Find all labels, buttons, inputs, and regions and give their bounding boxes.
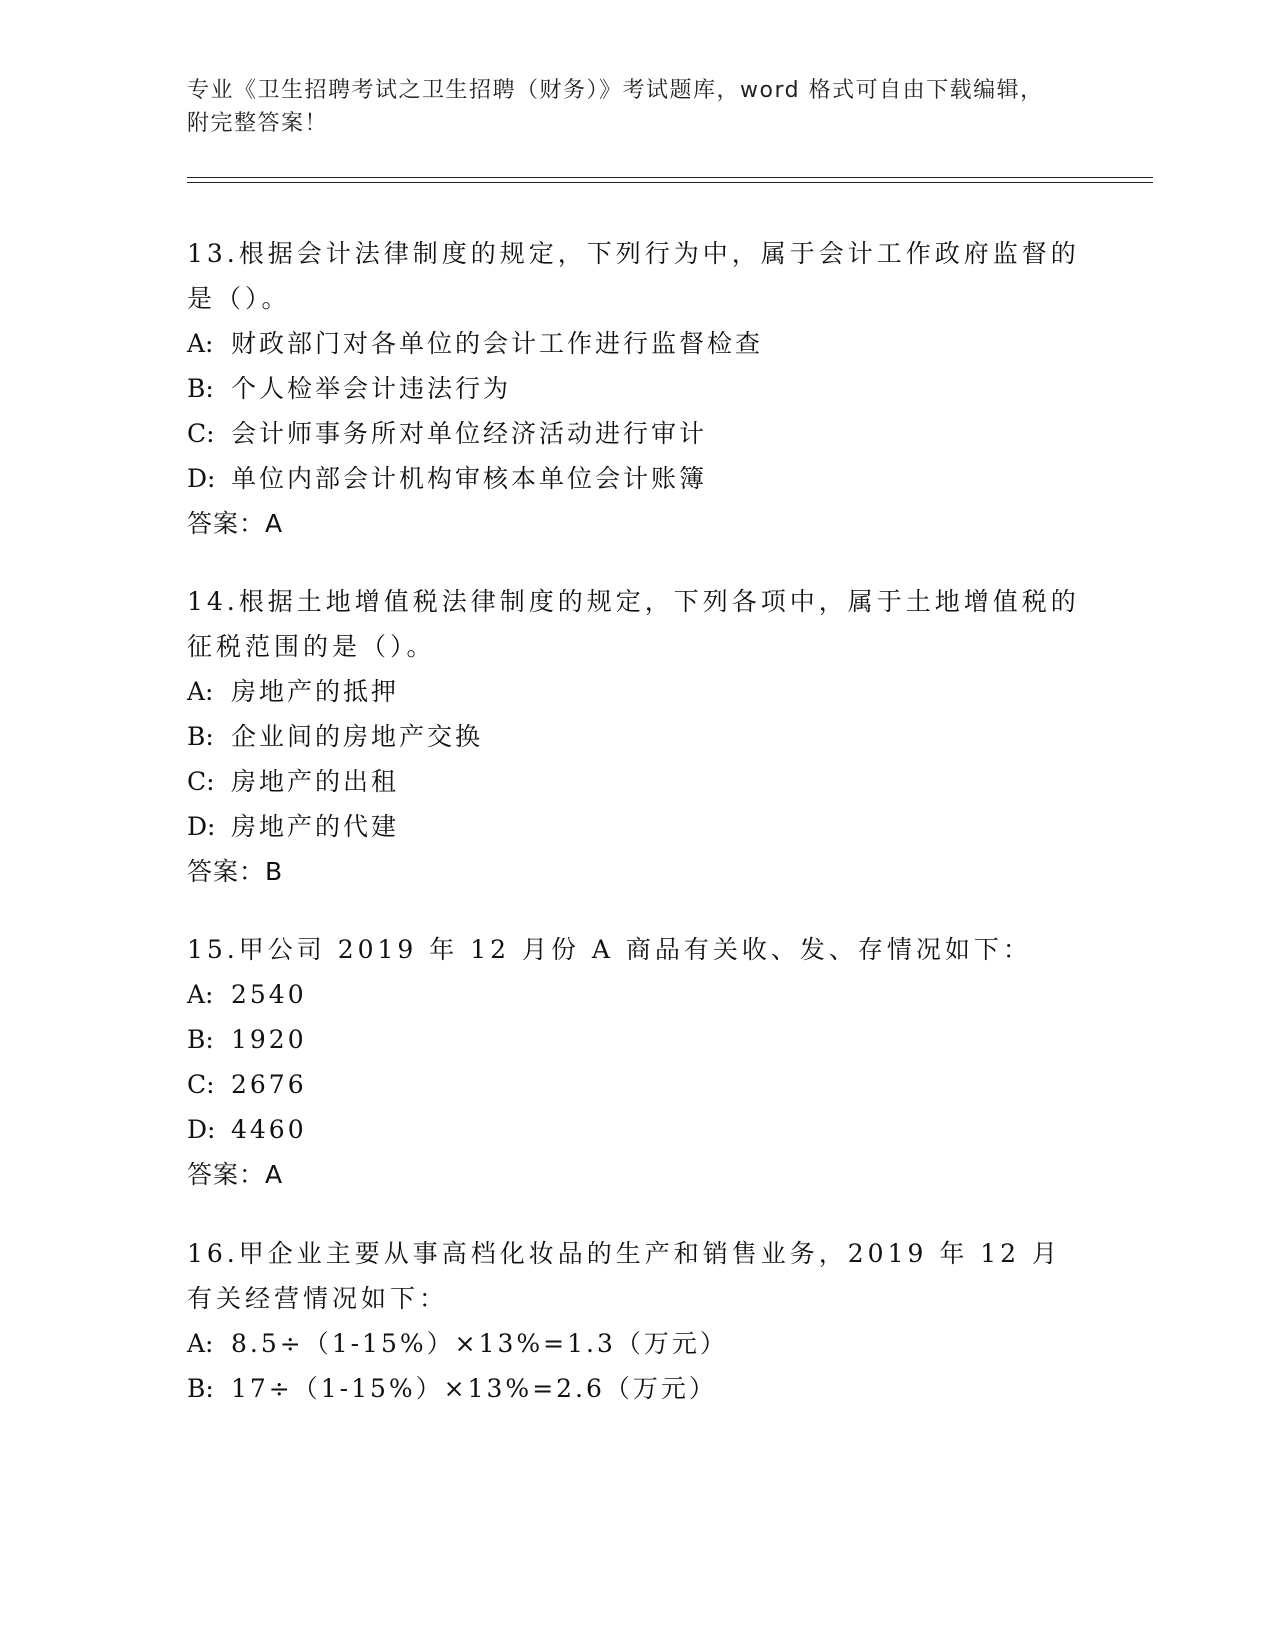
option-c xyxy=(187,1062,1087,1107)
option-d xyxy=(187,1107,1087,1152)
answer-line xyxy=(187,849,1087,894)
option-text: 房地产的代建 xyxy=(231,812,400,841)
option-text: 企业间的房地产交换 xyxy=(231,722,484,751)
answer-label: 答案： xyxy=(187,509,266,538)
option-a xyxy=(187,972,1087,1017)
option-d xyxy=(187,456,1087,501)
option-letter: C: xyxy=(187,1070,215,1099)
question-16 xyxy=(187,1231,1087,1411)
option-text: 4460 xyxy=(231,1115,307,1144)
option-letter: B: xyxy=(187,722,214,751)
option-text: 房地产的出租 xyxy=(231,767,400,796)
option-text: 2540 xyxy=(231,980,307,1009)
option-a xyxy=(187,1321,1087,1366)
header-rule-bottom xyxy=(187,182,1153,183)
question-13 xyxy=(187,231,1087,546)
header-rule-top xyxy=(187,177,1153,178)
question-stem: 13.根据会计法律制度的规定，下列行为中，属于会计工作政府监督的是（）。 xyxy=(187,239,1080,313)
option-d xyxy=(187,804,1087,849)
answer-line xyxy=(187,501,1087,546)
question-stem: 16.甲企业主要从事高档化妆品的生产和销售业务，2019 年 12 月有关经营情况如下： xyxy=(187,1239,1062,1313)
option-letter: B: xyxy=(187,374,214,403)
option-text: 单位内部会计机构审核本单位会计账簿 xyxy=(231,464,708,493)
option-text: 财政部门对各单位的会计工作进行监督检查 xyxy=(231,329,764,358)
option-letter: C: xyxy=(187,419,215,448)
option-c xyxy=(187,411,1087,456)
option-letter: C: xyxy=(187,767,215,796)
option-text: 17÷（1-15%）×13%=2.6（万元） xyxy=(231,1374,717,1403)
option-letter: A: xyxy=(187,677,214,706)
answer-value: B xyxy=(265,857,284,886)
option-letter: B: xyxy=(187,1025,214,1054)
option-b xyxy=(187,366,1087,411)
option-b xyxy=(187,1366,1087,1411)
option-letter: B: xyxy=(187,1374,214,1403)
answer-value: A xyxy=(265,509,284,538)
question-stem: 14.根据土地增值税法律制度的规定，下列各项中，属于土地增值税的征税范围的是（）。 xyxy=(187,587,1080,661)
option-text: 房地产的抵押 xyxy=(231,677,400,706)
option-a xyxy=(187,321,1087,366)
answer-line xyxy=(187,1152,1087,1197)
option-a xyxy=(187,669,1087,714)
option-text: 8.5÷（1-15%）×13%=1.3（万元） xyxy=(231,1329,728,1358)
question-15 xyxy=(187,927,1087,1197)
option-text: 会计师事务所对单位经济活动进行审计 xyxy=(231,419,708,448)
answer-label: 答案： xyxy=(187,1160,266,1189)
document-header: 专业《卫生招聘考试之卫生招聘（财务）》考试题库，word 格式可自由下载编辑，附完整答案！ xyxy=(187,78,1044,136)
question-14 xyxy=(187,579,1087,894)
question-stem: 15.甲公司 2019 年 12 月份 A 商品有关收、发、存情况如下： xyxy=(187,935,1032,964)
option-b xyxy=(187,714,1087,759)
answer-value: A xyxy=(265,1160,284,1189)
option-letter: A: xyxy=(187,329,214,358)
option-text: 个人检举会计违法行为 xyxy=(231,374,512,403)
option-letter: A: xyxy=(187,1329,214,1358)
option-letter: A: xyxy=(187,980,214,1009)
option-letter: D: xyxy=(187,464,216,493)
answer-label: 答案： xyxy=(187,857,266,886)
option-letter: D: xyxy=(187,812,216,841)
option-letter: D: xyxy=(187,1115,216,1144)
option-c xyxy=(187,759,1087,804)
option-text: 1920 xyxy=(231,1025,307,1054)
option-text: 2676 xyxy=(231,1070,307,1099)
option-b xyxy=(187,1017,1087,1062)
